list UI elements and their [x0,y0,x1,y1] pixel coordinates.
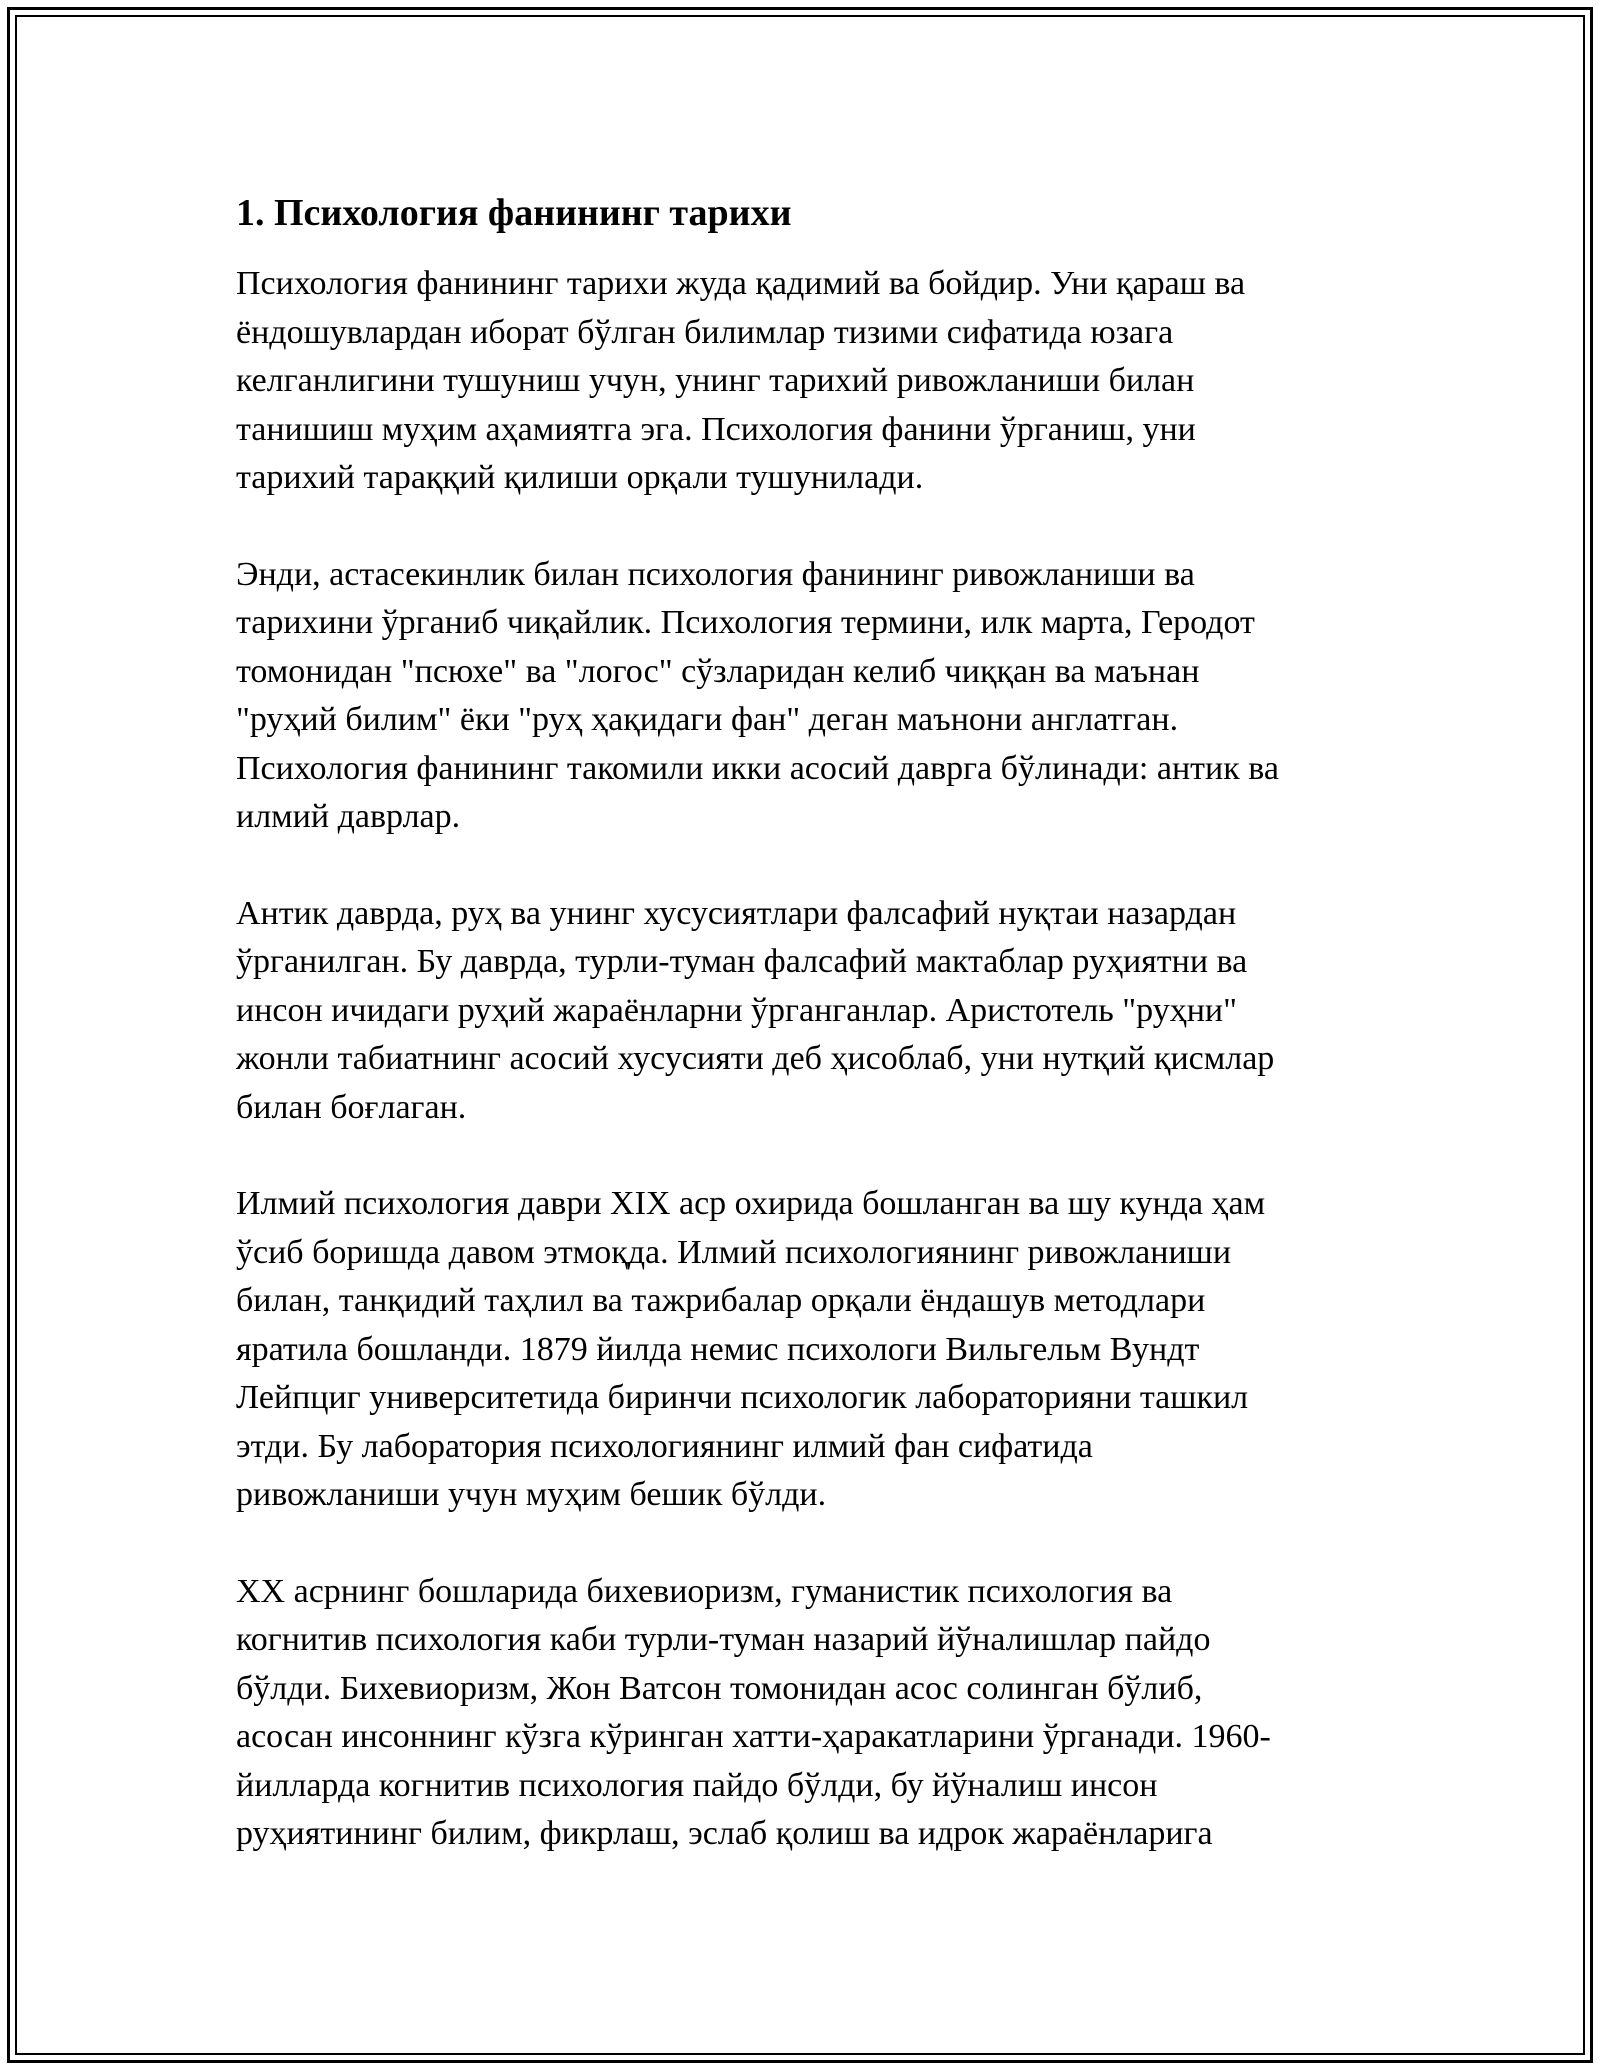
text-line: тарихини ўрганиб чиқайлик. Психология термини, илк марта, Геродот [236,604,1255,641]
text-line: когнитив психология каби турли-туман назарий йўналишлар пайдо [236,1621,1211,1658]
paragraph-3 [236,890,1376,1133]
section-heading: 1. Психология фанининг тарихи [236,192,792,234]
text-line: Антик даврда, руҳ ва унинг хусусиятлари фалсафий нуқтаи назардан [236,894,1237,932]
text-line: келганлигини тушуниш учун, унинг тарихий ривожланиши билан [236,362,1195,399]
paragraph-1 [236,260,1376,503]
text-line: Психология фанининг такомили икки асосий даврга бўлинади: антик ва [236,749,1279,787]
text-line: руҳиятининг билим, фикрлаш, эслаб қолиш ва идрок жараёнларига [236,1815,1213,1852]
text-line: Психология фанининг тарихи жуда қадимий ва бойдир. Уни қараш ва [236,265,1246,302]
text-line: йилларда когнитив психология пайдо бўлди, бу йўналиш инсон [236,1766,1158,1804]
text-line: асосан инсоннинг кўзга кўринган хатти-ҳаракатларини ўрганади. 1960- [236,1718,1271,1755]
text-line: тарихий тараққий қилиши орқали тушунилади. [236,459,924,496]
text-line: ёндошувлардан иборат бўлган билимлар тизими сифатида юзага [236,313,1174,351]
text-line: билан, танқидий таҳлил ва тажрибалар орқали ёндашув методлари [236,1282,1206,1319]
text-line: илмий даврлар. [236,798,461,835]
text-line: бўлди. Бихевиоризм, Жон Ватсон томонидан асос солинган бўлиб, [236,1669,1203,1707]
text-line: ривожланиши учун муҳим бешик бўлди. [236,1476,827,1513]
text-line: билан боғлаган. [236,1088,467,1126]
text-line: Энди, астасекинлик билан психология фанининг ривожланиши ва [236,555,1195,593]
text-line: ўрганилган. Бу даврда, турли-туман фалсафий мактаблар руҳиятни ва [236,943,1248,980]
text-line: ўсиб боришда давом этмоқда. Илмий психологиянинг ривожланиши [236,1233,1232,1271]
text-line: томонидан "псюхе" ва "логос" сўзларидан келиб чиққан ва маънан [236,652,1200,690]
text-line: яратила бошланди. 1879 йилда немис психологи Вильгельм Вундт [236,1330,1200,1368]
text-line: инсон ичидаги руҳий жараёнларни ўрганганлар. Аристотель "руҳни" [236,991,1237,1029]
paragraph-2 [236,551,1376,842]
text-line: танишиш муҳим аҳамиятга эга. Психология фанини ўрганиш, уни [236,410,1196,448]
text-line: этди. Бу лаборатория психологиянинг илмий фан сифатида [236,1427,1093,1465]
text-line: Илмий психология даври XIX аср охирида бошланган ва шу кунда ҳам [236,1185,1266,1222]
text-line: Лейпциг университетида биринчи психологик лабораторияни ташкил [236,1379,1249,1416]
text-line: "руҳий билим" ёки "руҳ ҳақидаги фан" деган маънони англатган. [236,701,1179,738]
paragraph-5 [236,1568,1376,1859]
text-line: XX асрнинг бошларида бихевиоризм, гуманистик психология ва [236,1572,1173,1610]
document-body [236,188,1376,1907]
paragraph-4 [236,1180,1376,1520]
paragraph-list [236,260,1376,1859]
text-line: жонли табиатнинг асосий хусусияти деб ҳисоблаб, уни нутқий қисмлар [236,1040,1275,1077]
